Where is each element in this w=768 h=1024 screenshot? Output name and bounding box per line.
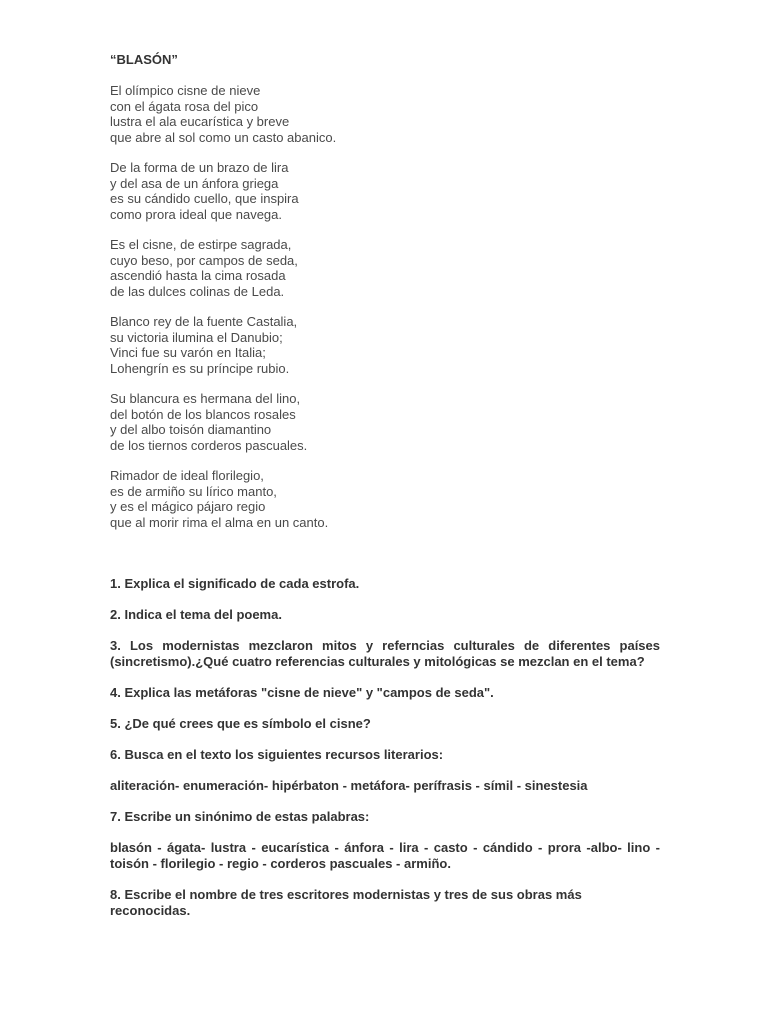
poem-title: “BLASÓN”	[110, 52, 178, 67]
poem-line: El olímpico cisne de nieve	[110, 83, 261, 98]
stanza-3	[110, 237, 670, 299]
question-3: 3. Los modernistas mezclaron mitos y referncias culturales de diferentes países (sincretismo).¿Qué cuatro referencias culturales y mitológicas se mezclan en el tema?	[110, 638, 660, 669]
poem-line: De la forma de un brazo de lira	[110, 160, 289, 175]
stanza-6	[110, 468, 670, 530]
stanza-2	[110, 160, 670, 222]
question-6: 6. Busca en el texto los siguientes recursos literarios:	[110, 747, 444, 762]
poem-line: y del albo toisón diamantino	[110, 422, 272, 437]
stanza-5	[110, 391, 670, 453]
poem-line: que al morir rima el alma en un canto.	[110, 514, 329, 530]
poem-line: Blanco rey de la fuente Castalia,	[110, 314, 298, 329]
poem-line: ascendió hasta la cima rosada	[110, 268, 286, 283]
question-8: 8. Escribe el nombre de tres escritores modernistas y tres de sus obras más reconocidas.	[110, 887, 582, 918]
poem-line: su victoria ilumina el Danubio;	[110, 329, 283, 345]
poem-line: es de armiño su lírico manto,	[110, 483, 277, 499]
poem-line: Rimador de ideal florilegio,	[110, 468, 264, 483]
poem-line: Es el cisne, de estirpe sagrada,	[110, 237, 292, 252]
question-1: 1. Explica el significado de cada estrofa.	[110, 576, 360, 591]
poem-line: Lohengrín es su príncipe rubio.	[110, 360, 290, 376]
poem	[110, 52, 670, 545]
stanza-1	[110, 83, 670, 145]
questions-section	[110, 576, 660, 934]
literary-devices-list: aliteración- enumeración- hipérbaton - metáfora- perífrasis - símil - sinestesia	[110, 778, 588, 793]
synonym-words-list: blasón - ágata- lustra - eucarística - ánfora - lira - casto - cándido - prora -albo- lino - toisón - florilegio - regio - corderos pascuales - armiño.	[110, 840, 660, 871]
poem-line: lustra el ala eucarística y breve	[110, 114, 290, 129]
poem-line: de las dulces colinas de Leda.	[110, 283, 285, 299]
stanza-4	[110, 314, 670, 376]
poem-line: que abre al sol como un casto abanico.	[110, 129, 337, 145]
question-2: 2. Indica el tema del poema.	[110, 607, 282, 622]
poem-stanzas	[110, 83, 670, 530]
poem-line: del botón de los blancos rosales	[110, 406, 296, 422]
poem-line: Vinci fue su varón en Italia;	[110, 345, 266, 360]
question-7: 7. Escribe un sinónimo de estas palabras:	[110, 809, 370, 824]
poem-line: como prora ideal que navega.	[110, 206, 283, 222]
question-4: 4. Explica las metáforas "cisne de nieve" y "campos de seda".	[110, 685, 494, 700]
question-5: 5. ¿De qué crees que es símbolo el cisne?	[110, 716, 371, 731]
poem-line: y es el mágico pájaro regio	[110, 499, 266, 514]
poem-line: Su blancura es hermana del lino,	[110, 391, 301, 406]
poem-line: y del asa de un ánfora griega	[110, 175, 279, 191]
poem-line: cuyo beso, por campos de seda,	[110, 252, 298, 268]
poem-line: de los tiernos corderos pascuales.	[110, 437, 308, 453]
poem-line: con el ágata rosa del pico	[110, 98, 259, 114]
poem-line: es su cándido cuello, que inspira	[110, 191, 299, 206]
